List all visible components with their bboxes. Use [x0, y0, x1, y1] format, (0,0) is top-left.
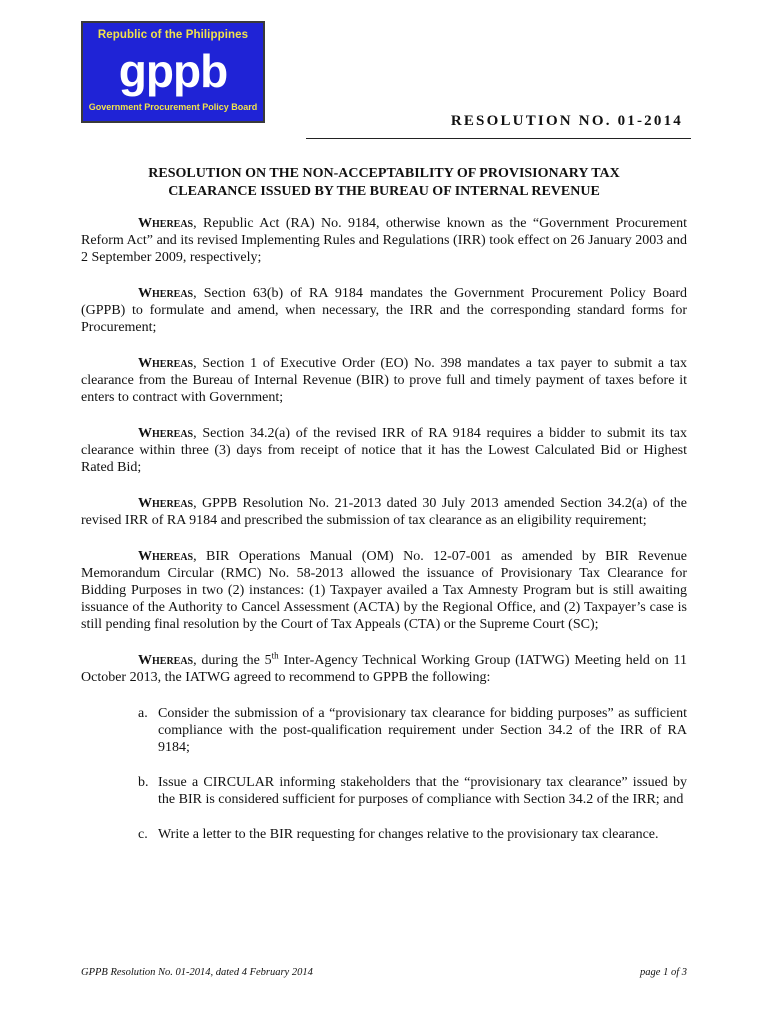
list-item [81, 826, 687, 843]
paragraph-text: , Section 34.2(a) of the revised IRR of RA 9184 requires a bidder to submit its tax clearance within three (3) days from receipt of notice that it has the Lowest Calculated Bid or Highest Rated Bid; [81, 426, 687, 475]
logo-mark-text: gppb [118, 45, 228, 97]
footer-reference: GPPB Resolution No. 01-2014, dated 4 February 2014 [81, 967, 313, 978]
title-line-1: RESOLUTION ON THE NON-ACCEPTABILITY OF PROVISIONARY TAX [148, 166, 620, 181]
ordinal-suffix: th [271, 650, 279, 661]
whereas-paragraph-3 [81, 355, 687, 406]
paragraph-text: , Section 63(b) of RA 9184 mandates the Government Procurement Policy Board (GPPB) to formulate and amend, when necessary, the IRR and the corresponding standard forms for Procurement; [81, 286, 687, 335]
list-item-text: Write a letter to the BIR requesting for changes relative to the provisionary tax clearance. [158, 827, 659, 842]
whereas-paragraph-6 [81, 548, 687, 633]
page-number: page 1 of 3 [640, 967, 687, 978]
whereas-lead: Whereas [138, 496, 194, 511]
whereas-paragraph-7 [81, 652, 687, 686]
paragraph-text: , Section 1 of Executive Order (EO) No. 398 mandates a tax payer to submit a tax clearance from the Bureau of Internal Revenue (BIR) to prove full and timely payment of taxes before it enters to contract with Government; [81, 356, 687, 405]
document-body [81, 215, 687, 861]
header-rule [306, 138, 691, 139]
title-line-2: CLEARANCE ISSUED BY THE BUREAU OF INTERNAL REVENUE [168, 184, 600, 199]
list-item-text: Issue a CIRCULAR informing stakeholders that the “provisionary tax clearance” issued by the BIR is considered sufficient for purposes of compliance with Section 34.2 of the IRR; and [158, 775, 687, 807]
whereas-lead: Whereas [138, 356, 194, 371]
paragraph-text: , during the 5 [193, 653, 272, 668]
resolution-number: RESOLUTION NO. 01-2014 [450, 113, 683, 129]
list-marker: b. [138, 775, 149, 790]
paragraph-text: Inter-Agency Technical Working Group (IATWG) Meeting held on 11 October 2013, the IATWG agreed to recommend to GPPB the following: [81, 653, 687, 685]
document-title [81, 165, 687, 201]
paragraph-text: , BIR Operations Manual (OM) No. 12-07-001 as amended by BIR Revenue Memorandum Circular (RMC) No. 58-2013 allowed the issuance of Provisionary Tax Clearance for Bidding Purposes in two (2) instances: (1) Taxpayer availed a Tax Amnesty Program but is still awaiting issuance of the Authority to Cancel Assessment (ACTA) by the Regional Office, and (2) Taxpayer’s case is still pending final resolution by the Court of Tax Appeals (CTA) or the Supreme Court (SC); [81, 549, 687, 632]
whereas-paragraph-5 [81, 495, 687, 529]
whereas-lead: Whereas [138, 653, 194, 668]
list-item [81, 774, 687, 808]
recommendation-list [81, 705, 687, 843]
whereas-lead: Whereas [138, 426, 194, 441]
list-marker: a. [138, 706, 148, 721]
whereas-paragraph-4 [81, 425, 687, 476]
whereas-paragraph-2 [81, 285, 687, 336]
logo-agency-text: Government Procurement Policy Board [88, 102, 258, 112]
logo-country-text: Republic of the Philippines [97, 29, 249, 41]
gppb-logo [81, 21, 265, 123]
whereas-lead: Whereas [138, 549, 194, 564]
whereas-paragraph-1 [81, 215, 687, 266]
list-item-text: Consider the submission of a “provisionary tax clearance for bidding purposes” as sufficient compliance with the post-qualification requirement under Section 34.2 of the IRR of RA 9184; [158, 706, 687, 755]
paragraph-text: , Republic Act (RA) No. 9184, otherwise known as the “Government Procurement Reform Act” and its revised Implementing Rules and Regulations (IRR) took effect on 26 January 2003 and 2 September 2009, respectively; [81, 216, 687, 265]
paragraph-text: , GPPB Resolution No. 21-2013 dated 30 July 2013 amended Section 34.2(a) of the revised IRR of RA 9184 and prescribed the submission of tax clearance as an eligibility requirement; [81, 496, 687, 528]
list-item [81, 705, 687, 756]
list-marker: c. [138, 827, 148, 842]
whereas-lead: Whereas [138, 286, 194, 301]
whereas-lead: Whereas [138, 216, 194, 231]
